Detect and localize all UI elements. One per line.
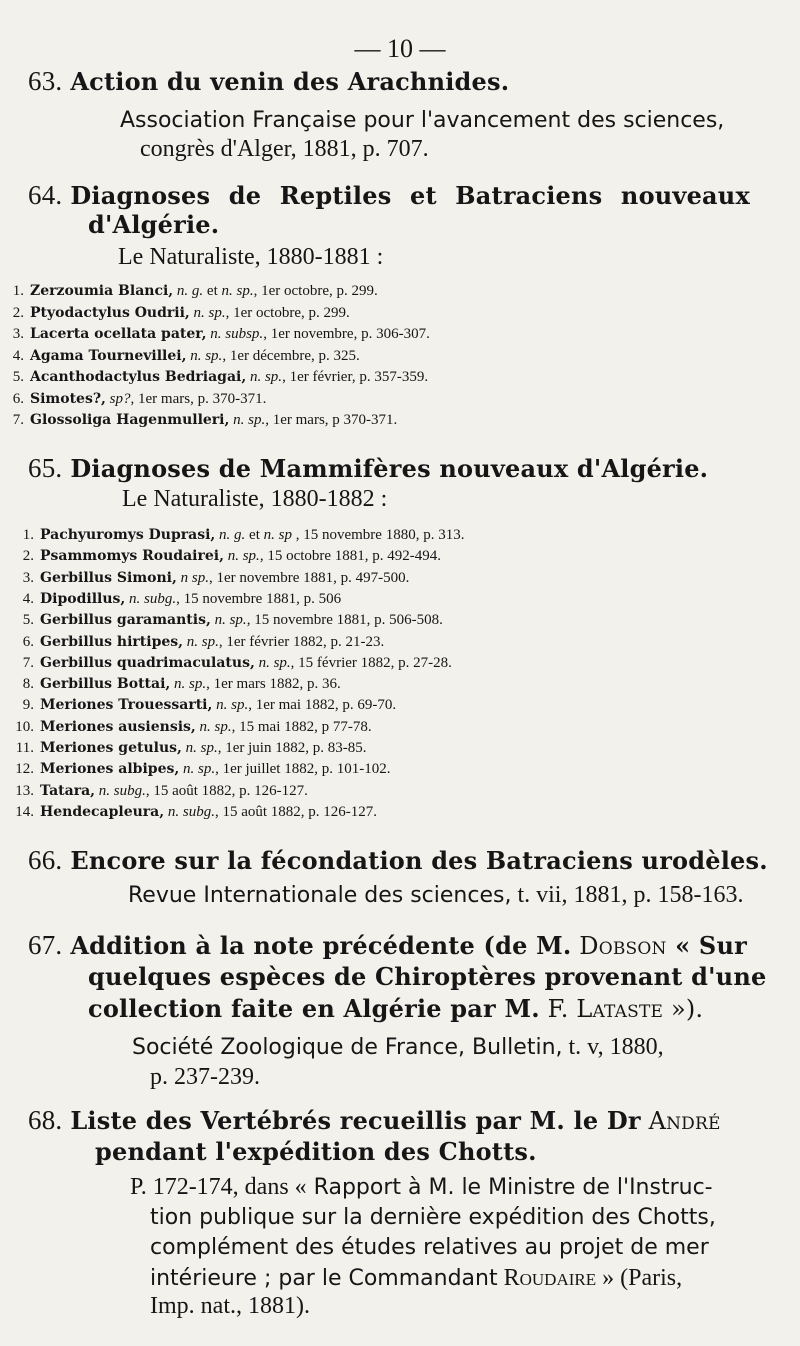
species-name: Pachyuromys Duprasi,: [40, 527, 216, 543]
publication-ref: , 15 février 1882, p. 27-28.: [290, 654, 452, 671]
author-name: Dobson: [571, 932, 667, 960]
species-name: Gerbillus garamantis,: [40, 612, 211, 629]
taxon-note: n. subsp.: [206, 326, 264, 342]
source-bold: Société Zoologique de France, Bulletin,: [132, 1035, 563, 1060]
item-number: 7.: [22, 654, 34, 671]
publication-ref: , 1er février, p. 357-359.: [282, 369, 429, 385]
publication-ref: , 15 octobre 1881, p. 492-494.: [259, 548, 442, 565]
species-name: Ptyodactylus Oudrii,: [30, 304, 190, 321]
entry-63-title: [28, 66, 509, 97]
entry-number: 63.: [28, 66, 63, 96]
taxon-note: n. sp: [263, 527, 292, 543]
entry-title-part: Liste des Vertébrés recueillis par M. le Dr: [70, 1106, 641, 1135]
source-bold: Revue Internationale des sciences,: [128, 883, 512, 908]
item-number: 6.: [22, 633, 34, 650]
item-number: 3.: [22, 569, 34, 586]
publication-ref: , 1er mars, p. 370-371.: [130, 390, 267, 407]
list-item: [12, 783, 308, 800]
entry-63-source-cont: congrès d'Alger, 1881, p. 707.: [140, 136, 429, 162]
item-number: 5.: [12, 369, 24, 385]
list-item: [12, 612, 443, 629]
entry-67-source-cont: p. 237-239.: [150, 1064, 260, 1090]
species-name: Psammomys Roudairei,: [40, 548, 224, 565]
species-name: Gerbillus Simoni,: [40, 569, 177, 586]
taxon-note: n. subg.: [95, 782, 146, 799]
publication-ref: , 1er juin 1882, p. 83-85.: [217, 740, 367, 756]
entry-66-title: [28, 845, 768, 876]
entry-68-source-line1: [130, 1174, 713, 1201]
publication-ref: , 1er décembre, p. 325.: [222, 347, 360, 364]
taxon-note: n. sp.: [195, 718, 232, 735]
item-number: 4.: [12, 347, 24, 364]
entry-number: 67.: [28, 930, 63, 960]
taxon-note: n. subg.: [164, 803, 215, 820]
list-item: [12, 591, 341, 608]
taxon-note: n. sp.: [246, 369, 283, 385]
item-number: 14.: [15, 803, 34, 820]
entry-68-source-line2: tion publique sur la dernière expédition des Chotts,: [150, 1205, 716, 1230]
publication-ref: , 1er octobre, p. 299.: [225, 304, 350, 321]
list-item: [12, 740, 366, 757]
species-name: Meriones Trouessarti,: [40, 697, 213, 714]
taxon-note: n. sp.: [254, 654, 291, 671]
entry-title-text: Encore sur la fécondation des Batraciens urodèles.: [70, 846, 768, 875]
taxon-note: n. sp.: [229, 412, 266, 428]
entry-66-source: [128, 882, 743, 909]
taxon-note: n. sp.: [189, 304, 226, 321]
publication-ref: , 15 novembre 1881, p. 506: [176, 590, 342, 607]
entry-68-source-line4: [150, 1265, 682, 1292]
item-number: 11.: [15, 740, 34, 756]
taxon-note: n. sp.: [170, 676, 207, 693]
source-text: Le Naturaliste, 1880-1881 :: [118, 244, 384, 270]
entry-67-title-line1: [28, 930, 747, 961]
publication-ref: , 1er mars, p 370-371.: [265, 412, 398, 428]
entry-65-title: [28, 453, 708, 484]
item-number: 8.: [22, 676, 34, 693]
taxon-note: n. g.: [215, 527, 246, 543]
entry-title-part: »).: [663, 995, 704, 1023]
list-item: [12, 719, 372, 736]
author-name: Roudaire: [497, 1265, 597, 1291]
list-item: [2, 412, 397, 429]
source-bold: Rapport à M. le Ministre de l'Instruc-: [306, 1175, 713, 1200]
item-number: 9.: [22, 697, 34, 714]
species-name: Simotes?,: [30, 390, 106, 407]
source-plain: t. vii, 1881, p. 158-163.: [511, 882, 744, 908]
entry-title-text: Diagnoses de Mammifères nouveaux d'Algérie.: [70, 454, 709, 483]
entry-67-title-line3: [88, 994, 703, 1023]
entry-title-part: Addition à la note précédente (de M.: [70, 931, 572, 960]
item-number: 4.: [22, 590, 34, 607]
taxon-note: n. sp.: [212, 697, 249, 714]
entry-number: 64.: [28, 180, 63, 210]
entry-64-source: [118, 244, 383, 271]
entry-number: 65.: [28, 453, 63, 483]
entry-68-source-line3: complément des études relatives au projet de mer: [150, 1235, 709, 1260]
list-item: [12, 697, 396, 714]
entry-number: 66.: [28, 845, 63, 875]
publication-ref: , 1er novembre 1881, p. 497-500.: [208, 569, 410, 586]
list-item: [2, 283, 378, 300]
item-number: 7.: [12, 412, 24, 428]
entry-67-title-line2: quelques espèces de Chiroptères provenant d'une: [88, 962, 767, 991]
species-name: Zerzoumia Blanci,: [30, 283, 174, 299]
species-name: Meriones ausiensis,: [40, 718, 196, 735]
species-name: Lacerta ocellata pater,: [30, 326, 207, 342]
taxon-note: n. sp.: [221, 283, 254, 299]
entry-title-text: Diagnoses de Reptiles et Batraciens nouveaux: [70, 181, 750, 210]
species-name: Gerbillus hirtipes,: [40, 633, 184, 650]
entry-68-source-line5: Imp. nat., 1881).: [150, 1293, 310, 1319]
species-name: Meriones getulus,: [40, 740, 182, 756]
list-item: [12, 548, 441, 565]
taxon-note: n sp.: [176, 569, 209, 586]
list-item: [12, 655, 452, 672]
entry-65-source: [122, 486, 387, 513]
publication-ref: , 1er février 1882, p. 21-23.: [218, 633, 385, 650]
list-item: [2, 305, 350, 322]
publication-ref: , 15 août 1882, p. 126-127.: [214, 803, 378, 820]
list-item: [2, 348, 360, 365]
list-item: [12, 761, 390, 778]
item-number: 2.: [22, 548, 34, 565]
publication-ref: , 1er mars 1882, p. 36.: [206, 676, 341, 693]
page-number: — 10 —: [354, 34, 446, 63]
list-item: [12, 804, 377, 821]
item-number: 2.: [12, 304, 24, 321]
species-name: Meriones albipes,: [40, 761, 180, 778]
entry-number: 68.: [28, 1105, 63, 1135]
publication-ref: , 1er octobre, p. 299.: [253, 283, 378, 299]
taxon-note: sp?: [105, 390, 131, 407]
list-item: [12, 527, 464, 544]
author-name: F. Lataste: [539, 995, 664, 1023]
source-plain: t. v, 1880,: [562, 1034, 664, 1060]
entry-64-title-line2: d'Algérie.: [88, 210, 220, 239]
publication-ref: , 15 août 1882, p. 126-127.: [145, 782, 308, 799]
species-name: Dipodillus,: [40, 590, 126, 607]
source-text: Le Naturaliste, 1880-1882 :: [122, 486, 388, 512]
item-number: 5.: [22, 612, 34, 629]
connector: et: [203, 283, 222, 299]
publication-ref: , 15 novembre 1881, p. 506-508.: [246, 612, 443, 629]
species-name: Gerbillus Bottai,: [40, 676, 171, 693]
list-item: [12, 570, 409, 587]
species-name: Glossoliga Hagenmulleri,: [30, 412, 230, 428]
taxon-note: n. g.: [173, 283, 204, 299]
species-name: Acanthodactylus Bedriagai,: [30, 369, 247, 385]
item-number: 13.: [15, 782, 34, 799]
taxon-note: n. sp.: [179, 761, 216, 778]
entry-title-part: « Sur: [666, 931, 747, 960]
species-name: Hendecapleura,: [40, 803, 165, 820]
item-number: 1.: [22, 527, 34, 543]
item-number: 10.: [15, 718, 34, 735]
entry-68-title-line1: [28, 1105, 721, 1136]
entry-63-source: Association Française pour l'avancement des sciences,: [120, 108, 725, 133]
publication-ref: , 1er juillet 1882, p. 101-102.: [215, 761, 391, 778]
publication-ref: , 15 novembre 1880, p. 313.: [291, 527, 465, 543]
entry-68-title-line2: pendant l'expédition des Chotts.: [95, 1137, 537, 1166]
source-bold: intérieure ; par le Commandant: [150, 1266, 498, 1291]
species-name: Agama Tournevillei,: [30, 347, 187, 364]
source-plain: » (Paris,: [596, 1265, 683, 1291]
list-item: [2, 326, 430, 343]
list-item: [2, 391, 266, 408]
list-item: [2, 369, 428, 386]
item-number: 12.: [15, 761, 34, 778]
taxon-note: n. sp.: [186, 347, 223, 364]
item-number: 3.: [12, 326, 24, 342]
entry-title-text: Action du venin des Arachnides.: [70, 67, 510, 96]
entry-64-title-line1: [28, 180, 750, 211]
entry-67-source: [132, 1034, 664, 1061]
list-item: [12, 676, 341, 693]
taxon-note: n. sp.: [183, 633, 219, 650]
publication-ref: , 1er novembre, p. 306-307.: [263, 326, 430, 342]
species-name: Tatara,: [40, 782, 96, 799]
author-name: André: [640, 1107, 721, 1135]
connector: et: [245, 527, 264, 543]
item-number: 1.: [12, 283, 24, 299]
taxon-note: n. sp.: [210, 612, 247, 629]
list-item: [12, 634, 384, 651]
taxon-note: n. subg.: [125, 590, 177, 607]
source-plain: P. 172-174, dans «: [130, 1174, 307, 1200]
item-number: 6.: [12, 390, 24, 407]
entry-title-part: collection faite en Algérie par M.: [88, 994, 540, 1023]
taxon-note: n. sp.: [223, 548, 260, 565]
publication-ref: , 15 mai 1882, p 77-78.: [231, 718, 372, 735]
species-name: Gerbillus quadrimaculatus,: [40, 654, 255, 671]
taxon-note: n. sp.: [181, 740, 218, 756]
publication-ref: , 1er mai 1882, p. 69-70.: [248, 697, 397, 714]
